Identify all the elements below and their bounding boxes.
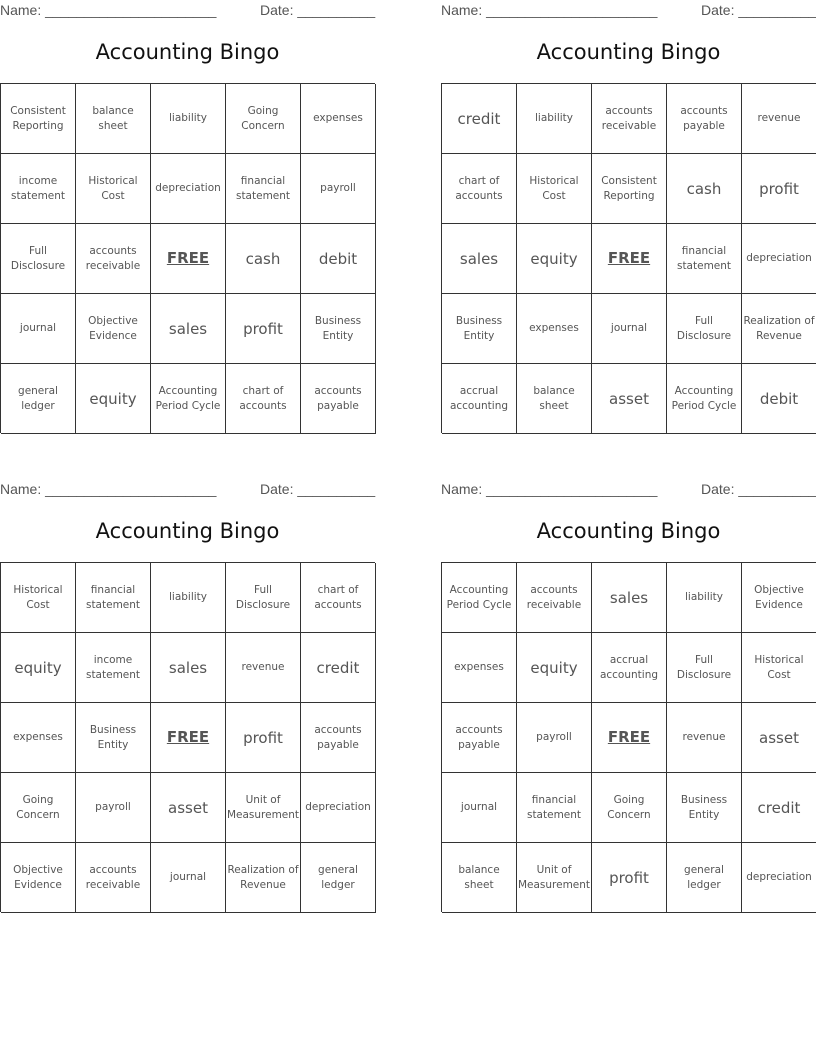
- bingo-cell: profit: [592, 843, 667, 913]
- name-field-label: Name: ______________________: [441, 481, 658, 497]
- bingo-card: [0, 0, 375, 435]
- bingo-cell: profit: [742, 154, 816, 224]
- date-field-label: Date: __________: [701, 2, 816, 18]
- bingo-cell: journal: [151, 843, 226, 913]
- bingo-cell: Consistent Reporting: [1, 84, 76, 154]
- bingo-cell: Going Concern: [592, 773, 667, 843]
- bingo-cell: credit: [301, 633, 376, 703]
- bingo-cell: accounts payable: [301, 703, 376, 773]
- bingo-cell: revenue: [226, 633, 301, 703]
- bingo-cell: sales: [442, 224, 517, 294]
- bingo-cell: Historical Cost: [742, 633, 816, 703]
- bingo-cell: cash: [226, 224, 301, 294]
- bingo-cell: credit: [442, 84, 517, 154]
- bingo-cell: financial statement: [667, 224, 742, 294]
- bingo-cell: Consistent Reporting: [592, 154, 667, 224]
- bingo-cell: journal: [592, 294, 667, 364]
- name-field-label: Name: ______________________: [0, 2, 217, 18]
- card-title: Accounting Bingo: [95, 40, 280, 64]
- bingo-cell: sales: [592, 563, 667, 633]
- bingo-cell: Going Concern: [226, 84, 301, 154]
- bingo-cell: Objective Evidence: [742, 563, 816, 633]
- card-title: Accounting Bingo: [95, 519, 280, 543]
- bingo-cell: accounts payable: [442, 703, 517, 773]
- bingo-cell: Business Entity: [301, 294, 376, 364]
- bingo-cell: Historical Cost: [1, 563, 76, 633]
- bingo-cell: equity: [1, 633, 76, 703]
- bingo-cell: profit: [226, 703, 301, 773]
- bingo-cell: Full Disclosure: [226, 563, 301, 633]
- bingo-grid: [441, 562, 816, 912]
- card-header: [0, 481, 375, 499]
- bingo-cell: expenses: [1, 703, 76, 773]
- bingo-grid: [0, 83, 375, 433]
- bingo-cell: depreciation: [301, 773, 376, 843]
- bingo-cell: depreciation: [742, 843, 816, 913]
- bingo-cell: depreciation: [151, 154, 226, 224]
- bingo-cell: Realization of Revenue: [226, 843, 301, 913]
- bingo-cell: journal: [1, 294, 76, 364]
- bingo-cell: expenses: [442, 633, 517, 703]
- bingo-cell: equity: [517, 633, 592, 703]
- card-header: [0, 2, 375, 20]
- bingo-cell: general ledger: [667, 843, 742, 913]
- date-field-label: Date: __________: [260, 481, 376, 497]
- bingo-grid: [0, 562, 375, 912]
- bingo-cell: expenses: [301, 84, 376, 154]
- card-title: Accounting Bingo: [536, 40, 721, 64]
- bingo-cell: depreciation: [742, 224, 816, 294]
- bingo-cell: Realization of Revenue: [742, 294, 816, 364]
- bingo-grid: [441, 83, 816, 433]
- bingo-cell: Unit of Measurement: [226, 773, 301, 843]
- bingo-cell: accounts receivable: [592, 84, 667, 154]
- bingo-cell: income statement: [1, 154, 76, 224]
- bingo-cell: revenue: [667, 703, 742, 773]
- bingo-cell: chart of accounts: [226, 364, 301, 434]
- bingo-cell: income statement: [76, 633, 151, 703]
- bingo-cell: Business Entity: [76, 703, 151, 773]
- bingo-cell: general ledger: [301, 843, 376, 913]
- bingo-cell: asset: [742, 703, 816, 773]
- bingo-cell: Objective Evidence: [76, 294, 151, 364]
- bingo-cell: asset: [151, 773, 226, 843]
- bingo-cell: liability: [151, 84, 226, 154]
- bingo-cell: liability: [151, 563, 226, 633]
- bingo-cell: balance sheet: [76, 84, 151, 154]
- bingo-cell: payroll: [76, 773, 151, 843]
- card-header: [441, 2, 816, 20]
- free-space-cell: FREE: [151, 703, 226, 773]
- free-space-cell: FREE: [151, 224, 226, 294]
- date-field-label: Date: __________: [701, 481, 816, 497]
- bingo-cell: Accounting Period Cycle: [442, 563, 517, 633]
- bingo-card: [0, 479, 375, 914]
- bingo-cell: accrual accounting: [442, 364, 517, 434]
- bingo-cell: Historical Cost: [76, 154, 151, 224]
- free-space-cell: FREE: [592, 703, 667, 773]
- bingo-cell: journal: [442, 773, 517, 843]
- bingo-cell: accounts payable: [667, 84, 742, 154]
- bingo-cell: accounts receivable: [76, 843, 151, 913]
- bingo-cell: Full Disclosure: [1, 224, 76, 294]
- bingo-cell: Full Disclosure: [667, 294, 742, 364]
- bingo-cell: Business Entity: [442, 294, 517, 364]
- bingo-cell: general ledger: [1, 364, 76, 434]
- bingo-cell: financial statement: [76, 563, 151, 633]
- bingo-cell: revenue: [742, 84, 816, 154]
- bingo-cell: Full Disclosure: [667, 633, 742, 703]
- bingo-cell: Accounting Period Cycle: [667, 364, 742, 434]
- bingo-cell: chart of accounts: [301, 563, 376, 633]
- bingo-cell: chart of accounts: [442, 154, 517, 224]
- free-space-cell: FREE: [592, 224, 667, 294]
- bingo-cell: Historical Cost: [517, 154, 592, 224]
- name-field-label: Name: ______________________: [441, 2, 658, 18]
- bingo-cell: balance sheet: [442, 843, 517, 913]
- bingo-cell: payroll: [517, 703, 592, 773]
- bingo-cell: credit: [742, 773, 816, 843]
- bingo-cell: accounts payable: [301, 364, 376, 434]
- bingo-cell: liability: [667, 563, 742, 633]
- bingo-cell: cash: [667, 154, 742, 224]
- bingo-cell: payroll: [301, 154, 376, 224]
- bingo-cell: equity: [517, 224, 592, 294]
- bingo-cell: Accounting Period Cycle: [151, 364, 226, 434]
- bingo-cell: balance sheet: [517, 364, 592, 434]
- date-field-label: Date: __________: [260, 2, 376, 18]
- bingo-cell: sales: [151, 633, 226, 703]
- card-header: [441, 481, 816, 499]
- name-field-label: Name: ______________________: [0, 481, 217, 497]
- bingo-cell: accrual accounting: [592, 633, 667, 703]
- bingo-card: [441, 479, 816, 914]
- bingo-cell: liability: [517, 84, 592, 154]
- bingo-cell: Objective Evidence: [1, 843, 76, 913]
- bingo-cell: equity: [76, 364, 151, 434]
- bingo-cell: asset: [592, 364, 667, 434]
- bingo-cell: accounts receivable: [76, 224, 151, 294]
- bingo-cell: debit: [301, 224, 376, 294]
- bingo-cell: financial statement: [517, 773, 592, 843]
- card-title: Accounting Bingo: [536, 519, 721, 543]
- bingo-cell: Unit of Measurement: [517, 843, 592, 913]
- bingo-cell: accounts receivable: [517, 563, 592, 633]
- bingo-cell: profit: [226, 294, 301, 364]
- bingo-cell: expenses: [517, 294, 592, 364]
- bingo-cell: Business Entity: [667, 773, 742, 843]
- bingo-cell: debit: [742, 364, 816, 434]
- bingo-cell: financial statement: [226, 154, 301, 224]
- bingo-cell: sales: [151, 294, 226, 364]
- bingo-card: [441, 0, 816, 435]
- bingo-cell: Going Concern: [1, 773, 76, 843]
